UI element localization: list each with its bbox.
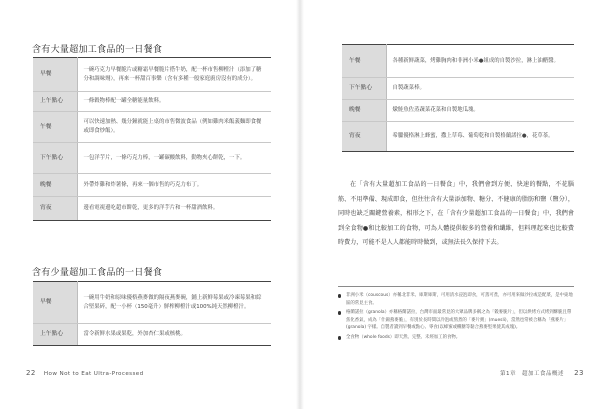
table-row: [33, 58, 271, 92]
table-row: [33, 92, 271, 112]
right-footer: [500, 369, 590, 377]
meal-description: 可以快速加熱、幾分鐘就能上桌的市售微波食品（例如雞肉米飯義麵即食餐或即食炒飯）。: [77, 112, 271, 143]
section-title-high-upf: 含有大量超加工食品的一日餐食: [32, 45, 163, 55]
footnotes: [338, 292, 574, 344]
footnote-item: 全食物（whole foods）即天然、完整、未經加工的食物。: [338, 334, 574, 342]
meal-label: 早餐: [33, 282, 77, 324]
low-upf-meal-table: [33, 281, 271, 346]
right-page: [300, 0, 600, 409]
meal-description: 一包洋芋片，一條巧克力棒，一罐碳酸飲料，動物夾心餅乾，一下。: [77, 143, 271, 174]
body-paragraph: 在「含有大量超加工食品的一日餐食」中，我們會到方便、快速的餐點，不花腦筋、不用準備、現成即食，但往往含有大量添加物、糖分、不健康的脂肪和鹽（鹽分），同時也缺乏關鍵營養素，相形之下，在「含有少量超加工食品的一日餐食」中，我們會到全食物●和比較加工的食物，可為人體提供較多的營養和纖維，但料理起來也比較費時費力，可能不是人人都能時時做到，或無法長久保持下去。: [338, 181, 574, 246]
meal-description: 一碗巧克力早餐脆片或糖霜早餐脆片搭牛奶，配一杯市售柳橙汁（添加了糖分和調味劑），再來一杯甜百事樂（含有多種一般家庭廚房沒有的成分）。: [77, 58, 271, 92]
meal-description: 各種新鮮蔬菜，烤雞胸肉和非洲小米●組成的自製沙拉，淋上油醋醬。: [386, 45, 574, 78]
meal-label: 早餐: [33, 58, 77, 92]
table-row: [342, 45, 574, 78]
chapter-title: 第1章 超加工食品概述: [500, 371, 564, 377]
table-row: [33, 324, 271, 346]
meal-label: 上午點心: [33, 92, 77, 112]
meal-description: 當令新鮮水果或果乾，外加杏仁果或核桃。: [77, 324, 271, 346]
meal-label: 下午點心: [33, 143, 77, 174]
table-row: [33, 282, 271, 324]
meal-label: 上午點心: [33, 324, 77, 346]
footnote-item: 非洲小米（couscous）亦稱北非米、庫斯庫斯，可用清水浸泡即食，可蒸可煮，亦可用來做沙拉或是配菜，是中東地區的常見主食。: [338, 292, 574, 307]
meal-label: 下午點心: [342, 78, 386, 100]
meal-description: 外帶炸雞和炸薯條，再來一個市售的巧克力布丁。: [77, 174, 271, 197]
meal-description: 自製蔬菜棒。: [386, 78, 574, 100]
footnote-item: 格蘭諾拉（granola）亦稱格蘭諾拉，台灣市面最常見的大眾品牌多稱之為「穀麥脆片」，但以烘烤方式烤到酥脆且帶焦化香氣，成為「什錦燕麥脆」，有別於長時間以冷泡或熬煮的「麥片粥」(muesli)，當然也常被合稱為「燕麥片」(granola) 字樣。自製者讀到早餐或點心、零食(以蜂蜜或楓糖等黏合燕麥堅果使其成塊)。: [338, 309, 574, 332]
table-row: [33, 174, 271, 197]
meal-label: 晚餐: [33, 174, 77, 197]
table-row: [342, 122, 574, 152]
page-number: 23: [574, 369, 584, 377]
table-row: [342, 100, 574, 122]
page-number: 22: [26, 369, 36, 377]
meal-description: 邊看電視邊吃超市餅乾，更多的洋芋片和一杯甜酒飲料。: [77, 197, 271, 221]
meal-description: 一碗用牛奶和原味優格燕麥做的隔夜燕麥碗，鋪上新鮮莓果或冷凍莓果和綜合堅果碎，配一小杯（150毫升）鮮榨柳橙汁或100%純天然柳橙汁。: [77, 282, 271, 324]
meal-label: 晚餐: [342, 100, 386, 122]
table-row: [342, 78, 574, 100]
meal-label: 宵夜: [342, 122, 386, 152]
footnote-divider: [338, 286, 574, 287]
meal-description: 一條穀物棒配一罐全糖能量飲料。: [77, 92, 271, 112]
high-upf-meal-table: [33, 57, 271, 221]
running-title: How Not to Eat Ultra-Processed: [43, 371, 144, 377]
section-title-low-upf: 含有少量超加工食品的一日餐食: [32, 268, 163, 278]
low-upf-meal-table-continued: [342, 44, 574, 152]
table-row: [33, 197, 271, 221]
meal-description: 燉鮭魚佐蒸蔬菜花菜和自製地瓜塊。: [386, 100, 574, 122]
table-row: [33, 143, 271, 174]
left-footer: [26, 369, 144, 377]
meal-label: 午餐: [33, 112, 77, 143]
table-row: [33, 112, 271, 143]
meal-description: 希臘優格淋上蜂蜜，撒上草莓、葡萄乾和自製格蘭諾拉●，花草茶。: [386, 122, 574, 152]
meal-label: 午餐: [342, 45, 386, 78]
meal-label: 宵夜: [33, 197, 77, 221]
